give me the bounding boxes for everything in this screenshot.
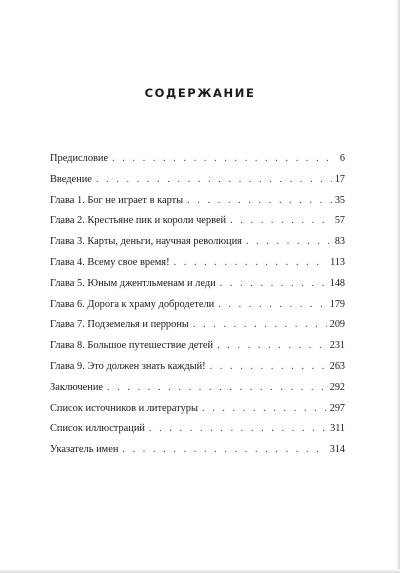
toc-entry <box>50 336 345 357</box>
toc-entry-page: 35 <box>334 194 345 206</box>
dot-leader <box>193 315 327 336</box>
toc-entry-label: Глава 6. Дорога к храму добродетели <box>50 298 215 310</box>
toc-entry <box>50 399 345 420</box>
toc-entry <box>50 170 345 191</box>
dot-leader <box>149 419 327 440</box>
toc-entry-page: 83 <box>334 236 345 248</box>
toc-entry <box>50 315 345 336</box>
toc-entry-label: Глава 1. Бог не играет в карты <box>50 194 184 206</box>
toc-entry-label: Список иллюстраций <box>50 423 145 435</box>
toc-entry-page: 209 <box>329 319 345 331</box>
toc-entry-page: 179 <box>329 298 345 310</box>
toc-entry <box>50 191 345 212</box>
toc-entry-page: 6 <box>339 153 345 164</box>
toc-entry-label: Предисловие <box>50 153 109 164</box>
dot-leader <box>96 170 332 191</box>
toc-entry-label: Глава 3. Карты, деньги, научная революция <box>50 236 242 248</box>
toc-entry-page: 113 <box>330 256 345 268</box>
toc-entry-page: 297 <box>329 402 345 414</box>
toc-entry-label: Список источников и литературы <box>50 402 198 414</box>
dot-leader <box>217 336 327 357</box>
toc-entry <box>50 419 345 440</box>
toc-entry-page: 231 <box>329 340 345 352</box>
toc-entry-label: Глава 5. Юным джентльменам и леди <box>50 277 216 289</box>
toc-entry <box>50 232 345 253</box>
toc-entry-label: Введение <box>50 173 92 185</box>
dot-leader <box>218 295 327 316</box>
dot-leader <box>220 274 327 295</box>
toc-entry-label: Глава 4. Всему свое время! <box>50 256 170 268</box>
page-edge-shadow-bottom <box>0 569 400 573</box>
dot-leader <box>122 440 326 461</box>
toc-entry <box>50 440 345 461</box>
toc-entry-page: 311 <box>330 423 345 435</box>
toc-entry-label: Глава 9. Это должен знать каждый! <box>50 360 206 372</box>
toc-entry <box>50 211 345 232</box>
dot-leader <box>210 357 327 378</box>
toc-entry-label: Глава 2. Крестьяне пик и короли червей <box>50 215 227 227</box>
toc-entry-label: Заключение <box>50 381 103 393</box>
dot-leader <box>112 149 337 170</box>
dot-leader <box>230 211 332 232</box>
toc-entry-page: 263 <box>329 360 345 372</box>
toc-entry-page: 57 <box>334 215 345 227</box>
dot-leader <box>187 191 332 212</box>
toc-entry <box>50 253 345 274</box>
dot-leader <box>107 378 327 399</box>
toc-entry <box>50 378 345 399</box>
toc-entry-page: 148 <box>329 277 345 289</box>
toc-entry-page: 314 <box>329 444 345 456</box>
toc-entry <box>50 149 345 170</box>
page-edge-shadow-right <box>396 0 400 573</box>
toc-entry-label: Глава 7. Подземелья и перроны <box>50 319 189 331</box>
toc-entry-page: 17 <box>334 173 345 185</box>
toc-entry <box>50 274 345 295</box>
toc-entry <box>50 295 345 316</box>
toc-entry-label: Глава 8. Большое путешествие детей <box>50 340 214 352</box>
toc-title: СОДЕРЖАНИЕ <box>144 85 256 100</box>
dot-leader <box>202 399 327 420</box>
toc-entry <box>50 357 345 378</box>
toc-list <box>50 149 345 461</box>
dot-leader <box>246 232 332 253</box>
dot-leader <box>174 253 328 274</box>
toc-entry-page: 292 <box>329 381 345 393</box>
toc-entry-label: Указатель имен <box>50 444 119 456</box>
